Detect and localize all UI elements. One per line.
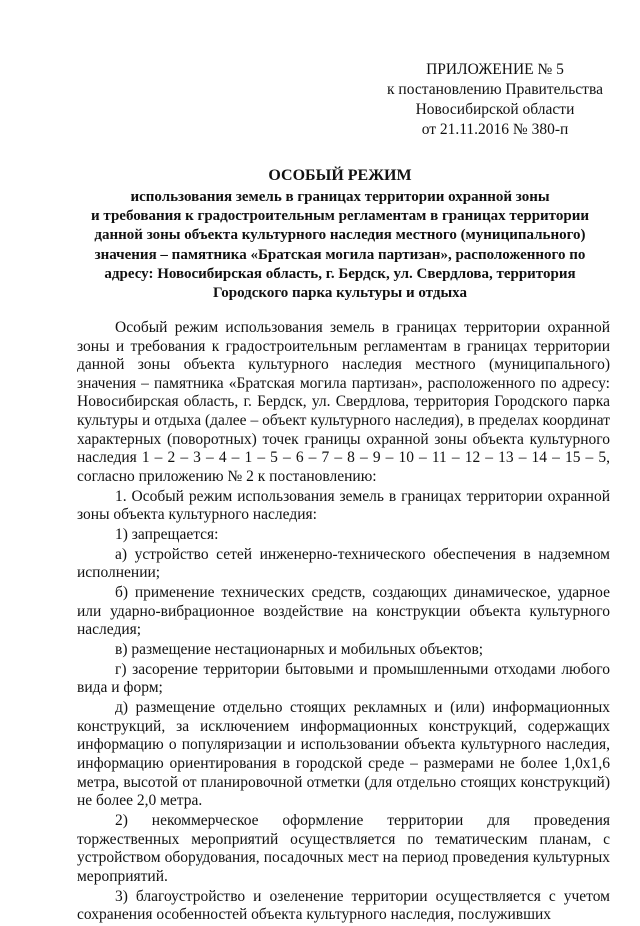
- appendix-number: ПРИЛОЖЕНИЕ № 5: [426, 61, 564, 78]
- list-item-a: а) устройство сетей инженерно-технического обеспечения в надземном исполнении;: [77, 545, 610, 582]
- subsection-prohibited: 1) запрещается:: [115, 525, 219, 543]
- list-item-v: в) размещение нестационарных и мобильных объектов;: [115, 641, 484, 659]
- subsection-3: 3) благоустройство и озеленение территории осуществляется с учетом сохранения особенностей объекта культурного наследия, послуживших: [77, 887, 610, 924]
- heading-line: адресу: Новосибирская область, г. Бердск, ул. Свердлова, территория: [104, 265, 576, 282]
- heading-line: использования земель в границах территории охранной зоны: [130, 189, 550, 205]
- appendix-reference: к постановлению Правительства: [387, 81, 603, 98]
- heading-line: и требования к градостроительным регламентам в границах территории: [91, 208, 589, 225]
- list-item-b: б) применение технических средств, создающих динамическое, ударное или ударно-вибрационное воздействие на конструкции объекта культурного наследия;: [77, 584, 610, 639]
- list-item-g: г) засорение территории бытовыми и промышленными отходами любого вида и форм;: [77, 660, 610, 697]
- subsection-2: 2) некоммерческое оформление территории для проведения торжественных мероприятий осуществляется по тематическим планам, с устройством оборудования, посадочных мест на период проведения культурных мероприятий.: [77, 811, 610, 885]
- document-body: [77, 319, 610, 926]
- list-item-d: д) размещение отдельно стоящих рекламных и (или) информационных конструкций, за исключением информационных конструкций, содержащих информацию о популяризации и использовании объекта культурного наследия, информацию ориентирования в городской среде – размерами не более 1,0х1,6 метра, высотой от планировочной отметки (для отдельно стоящих конструкций) не более 2,0 метра.: [77, 699, 610, 810]
- appendix-region: Новосибирской области: [415, 101, 575, 118]
- section-1-heading: 1. Особый режим использования земель в границах территории охранной зоны объекта культурного наследия:: [77, 487, 610, 524]
- heading-line: значения – памятника «Братская могила партизан», расположенного по: [94, 246, 586, 263]
- appendix-block: [380, 60, 610, 140]
- heading-line: Городского парка культуры и отдыха: [213, 285, 467, 302]
- document-heading: [70, 166, 610, 303]
- intro-paragraph: Особый режим использования земель в границах территории охранной зоны и требования к градостроительным регламентам в границах территории данной зоны объекта культурного наследия местного (муниципального) значения – памятника «Братская могила партизан», расположенного по адресу: Новосибирская область, г. Бердск, ул. Свердлова, территория Городского парка культуры и отдыха (далее – объект культурного наследия), в пределах координат характерных (поворотных) точек границы охранной зоны объекта культурного наследия 1 – 2 – 3 – 4 – 1 – 5 – 6 – 7 – 8 – 9 – 10 – 11 – 12 – 13 – 14 – 15 – 5, согласно приложению № 2 к постановлению:: [77, 319, 610, 485]
- document-title: ОСОБЫЙ РЕЖИМ: [268, 167, 412, 184]
- appendix-date: от 21.11.2016 № 380-п: [421, 121, 569, 138]
- heading-line: данной зоны объекта культурного наследия местного (муниципального): [94, 227, 586, 244]
